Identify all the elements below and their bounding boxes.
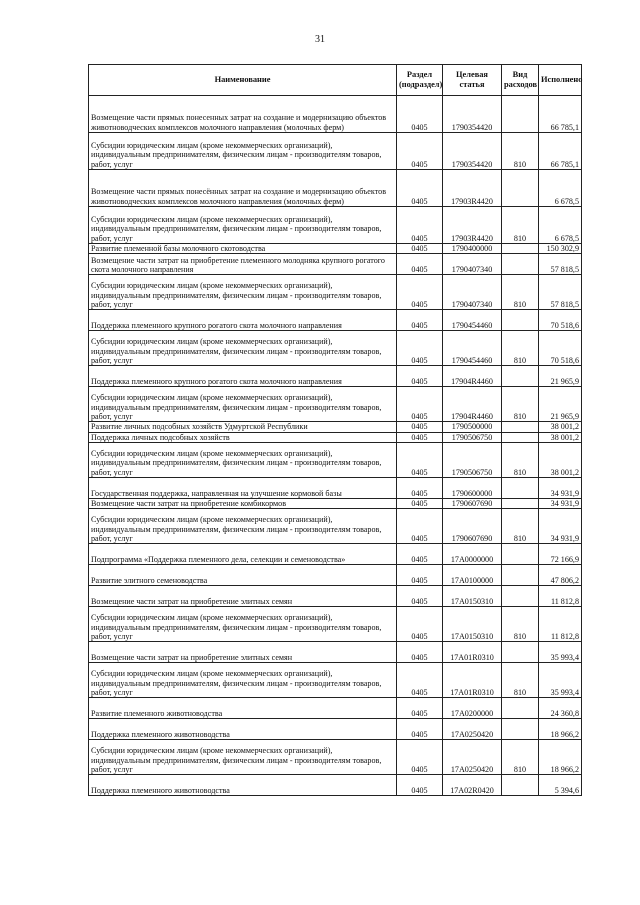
table-row: [89, 740, 582, 775]
table-row: [89, 663, 582, 698]
row-expense-type: [502, 775, 539, 796]
table-row: [89, 544, 582, 565]
table-row: [89, 275, 582, 310]
row-name: Субсидии юридическим лицам (кроме некоммерческих организаций), индивидуальным предпринимателям, физическим лицам - производителям товаров, работ, услуг: [89, 387, 397, 422]
row-section: 0405: [397, 310, 443, 331]
row-amount: 34 931,9: [539, 498, 582, 508]
table-row: [89, 331, 582, 366]
row-amount: 35 993,4: [539, 663, 582, 698]
row-name: Субсидии юридическим лицам (кроме некоммерческих организаций), индивидуальным предпринимателям, физическим лицам - производителям товаров, работ, услуг: [89, 740, 397, 775]
row-expense-type: [502, 310, 539, 331]
row-target: 1790400000: [443, 244, 502, 254]
row-target: 17А0250420: [443, 740, 502, 775]
row-amount: 21 965,9: [539, 366, 582, 387]
row-name: Возмещение части прямых понесенных затрат на создание и модернизацию объектов животноводческих комплексов молочного направления (молочных ферм): [89, 96, 397, 133]
header-name: Наименование: [89, 65, 397, 96]
row-target: 17904R4460: [443, 366, 502, 387]
row-name: Возмещение части затрат на приобретение комбикормов: [89, 498, 397, 508]
row-section: 0405: [397, 775, 443, 796]
row-expense-type: [502, 544, 539, 565]
row-amount: 6 678,5: [539, 170, 582, 207]
row-expense-type: 810: [502, 275, 539, 310]
table-row: [89, 310, 582, 331]
row-amount: 70 518,6: [539, 310, 582, 331]
row-expense-type: 810: [502, 331, 539, 366]
row-section: 0405: [397, 477, 443, 498]
row-name: Развитие элитного семеноводства: [89, 565, 397, 586]
table-row: [89, 509, 582, 544]
row-name: Государственная поддержка, направленная на улучшение кормовой базы: [89, 477, 397, 498]
row-target: 1790607690: [443, 498, 502, 508]
table-row: [89, 477, 582, 498]
row-amount: 18 966,2: [539, 740, 582, 775]
table-row: [89, 133, 582, 170]
row-target: 1790354420: [443, 96, 502, 133]
row-target: 17904R4460: [443, 387, 502, 422]
row-expense-type: [502, 477, 539, 498]
row-name: Субсидии юридическим лицам (кроме некоммерческих организаций), индивидуальным предпринимателям, физическим лицам - производителям товаров, работ, услуг: [89, 663, 397, 698]
row-section: 0405: [397, 719, 443, 740]
row-expense-type: [502, 698, 539, 719]
row-expense-type: [502, 422, 539, 432]
row-section: 0405: [397, 607, 443, 642]
row-section: 0405: [397, 331, 443, 366]
row-target: 1790607690: [443, 509, 502, 544]
row-section: 0405: [397, 254, 443, 275]
row-amount: 57 818,5: [539, 254, 582, 275]
row-target: 17А01R0310: [443, 642, 502, 663]
row-amount: 11 812,8: [539, 586, 582, 607]
row-section: 0405: [397, 509, 443, 544]
row-section: 0405: [397, 96, 443, 133]
row-expense-type: [502, 642, 539, 663]
row-expense-type: [502, 432, 539, 442]
row-section: 0405: [397, 387, 443, 422]
row-amount: 34 931,9: [539, 477, 582, 498]
row-amount: 5 394,6: [539, 775, 582, 796]
row-amount: 57 818,5: [539, 275, 582, 310]
row-target: 17А0100000: [443, 565, 502, 586]
row-amount: 35 993,4: [539, 642, 582, 663]
row-section: 0405: [397, 442, 443, 477]
table-row: [89, 387, 582, 422]
row-amount: 66 785,1: [539, 133, 582, 170]
table-row: [89, 607, 582, 642]
row-section: 0405: [397, 366, 443, 387]
row-target: 17А0250420: [443, 719, 502, 740]
row-target: 1790506750: [443, 432, 502, 442]
row-section: 0405: [397, 565, 443, 586]
table-row: [89, 442, 582, 477]
row-amount: 47 806,2: [539, 565, 582, 586]
row-expense-type: [502, 244, 539, 254]
row-target: 1790407340: [443, 254, 502, 275]
row-target: 1790506750: [443, 442, 502, 477]
header-section: Раздел (подраздел): [397, 65, 443, 96]
table-row: [89, 170, 582, 207]
row-expense-type: [502, 170, 539, 207]
row-name: Развитие племенного животноводства: [89, 698, 397, 719]
table-row: [89, 366, 582, 387]
page-number: 31: [315, 34, 325, 45]
table-row: [89, 254, 582, 275]
row-section: 0405: [397, 275, 443, 310]
row-expense-type: 810: [502, 387, 539, 422]
row-section: 0405: [397, 207, 443, 244]
table-row: [89, 498, 582, 508]
row-name: Возмещение части затрат на приобретение племенного молодняка крупного рогатого скота молочного направления: [89, 254, 397, 275]
row-target: 1790500000: [443, 422, 502, 432]
row-expense-type: [502, 366, 539, 387]
table-row: [89, 422, 582, 432]
row-target: 1790600000: [443, 477, 502, 498]
row-section: 0405: [397, 244, 443, 254]
row-expense-type: 810: [502, 509, 539, 544]
table-row: [89, 719, 582, 740]
row-expense-type: [502, 586, 539, 607]
row-name: Субсидии юридическим лицам (кроме некоммерческих организаций), индивидуальным предпринимателям, физическим лицам - производителям товаров, работ, услуг: [89, 133, 397, 170]
budget-execution-table: [88, 64, 582, 796]
row-name: Возмещение части затрат на приобретение элитных семян: [89, 586, 397, 607]
row-section: 0405: [397, 740, 443, 775]
row-amount: 11 812,8: [539, 607, 582, 642]
table-row: [89, 775, 582, 796]
row-expense-type: 810: [502, 133, 539, 170]
row-target: 17903R4420: [443, 170, 502, 207]
row-target: 17А02R0420: [443, 775, 502, 796]
row-target: 17А0150310: [443, 586, 502, 607]
row-expense-type: 810: [502, 442, 539, 477]
row-amount: 21 965,9: [539, 387, 582, 422]
table-row: [89, 244, 582, 254]
row-expense-type: 810: [502, 207, 539, 244]
row-section: 0405: [397, 642, 443, 663]
table-header-row: [89, 65, 582, 96]
row-target: 17903R4420: [443, 207, 502, 244]
header-executed: Исполнено: [539, 65, 582, 96]
table-row: [89, 642, 582, 663]
row-name: Поддержка племенного животноводства: [89, 719, 397, 740]
row-section: 0405: [397, 544, 443, 565]
row-name: Субсидии юридическим лицам (кроме некоммерческих организаций), индивидуальным предпринимателям, физическим лицам - производителям товаров, работ, услуг: [89, 275, 397, 310]
row-amount: 38 001,2: [539, 442, 582, 477]
row-section: 0405: [397, 663, 443, 698]
row-amount: 6 678,5: [539, 207, 582, 244]
row-target: 17А0150310: [443, 607, 502, 642]
row-expense-type: 810: [502, 607, 539, 642]
row-name: Субсидии юридическим лицам (кроме некоммерческих организаций), индивидуальным предпринимателям, физическим лицам - производителям товаров, работ, услуг: [89, 207, 397, 244]
table-row: [89, 96, 582, 133]
table-row: [89, 586, 582, 607]
row-name: Возмещение части прямых понесённых затрат на создание и модернизацию объектов животноводческих комплексов молочного направления (молочных ферм): [89, 170, 397, 207]
row-amount: 38 001,2: [539, 432, 582, 442]
row-name: Развитие личных подсобных хозяйств Удмуртской Республики: [89, 422, 397, 432]
row-section: 0405: [397, 422, 443, 432]
row-amount: 38 001,2: [539, 422, 582, 432]
row-name: Подпрограмма «Поддержка племенного дела, селекции и семеноводства»: [89, 544, 397, 565]
table-row: [89, 207, 582, 244]
row-name: Поддержка племенного животноводства: [89, 775, 397, 796]
row-amount: 72 166,9: [539, 544, 582, 565]
row-name: Субсидии юридическим лицам (кроме некоммерческих организаций), индивидуальным предпринимателям, физическим лицам - производителям товаров, работ, услуг: [89, 607, 397, 642]
row-expense-type: [502, 96, 539, 133]
table-row: [89, 565, 582, 586]
row-expense-type: [502, 498, 539, 508]
row-amount: 150 302,9: [539, 244, 582, 254]
row-name: Развитие племенной базы молочного скотоводства: [89, 244, 397, 254]
row-name: Поддержка племенного крупного рогатого скота молочного направления: [89, 310, 397, 331]
header-expense-type: Вид расходов: [502, 65, 539, 96]
row-expense-type: 810: [502, 663, 539, 698]
row-section: 0405: [397, 498, 443, 508]
row-target: 17А01R0310: [443, 663, 502, 698]
row-target: 1790454460: [443, 310, 502, 331]
row-amount: 24 360,8: [539, 698, 582, 719]
table-row: [89, 698, 582, 719]
row-amount: 70 518,6: [539, 331, 582, 366]
row-target: 1790407340: [443, 275, 502, 310]
row-name: Поддержка личных подсобных хозяйств: [89, 432, 397, 442]
row-target: 1790354420: [443, 133, 502, 170]
table-row: [89, 432, 582, 442]
row-target: 1790454460: [443, 331, 502, 366]
row-expense-type: [502, 719, 539, 740]
row-name: Поддержка племенного крупного рогатого скота молочного направления: [89, 366, 397, 387]
row-section: 0405: [397, 586, 443, 607]
row-amount: 34 931,9: [539, 509, 582, 544]
row-name: Субсидии юридическим лицам (кроме некоммерческих организаций), индивидуальным предпринимателям, физическим лицам - производителям товаров, работ, услуг: [89, 331, 397, 366]
row-amount: 18 966,2: [539, 719, 582, 740]
row-name: Субсидии юридическим лицам (кроме некоммерческих организаций), индивидуальным предпринимателям, физическим лицам - производителям товаров, работ, услуг: [89, 509, 397, 544]
row-expense-type: [502, 254, 539, 275]
row-section: 0405: [397, 133, 443, 170]
row-name: Субсидии юридическим лицам (кроме некоммерческих организаций), индивидуальным предпринимателям, физическим лицам - производителям товаров, работ, услуг: [89, 442, 397, 477]
row-target: 17А0000000: [443, 544, 502, 565]
header-target: Целевая статья: [443, 65, 502, 96]
row-section: 0405: [397, 170, 443, 207]
row-amount: 66 785,1: [539, 96, 582, 133]
row-section: 0405: [397, 432, 443, 442]
row-expense-type: [502, 565, 539, 586]
row-target: 17А0200000: [443, 698, 502, 719]
row-expense-type: 810: [502, 740, 539, 775]
table-body: [89, 96, 582, 796]
row-name: Возмещение части затрат на приобретение элитных семян: [89, 642, 397, 663]
row-section: 0405: [397, 698, 443, 719]
